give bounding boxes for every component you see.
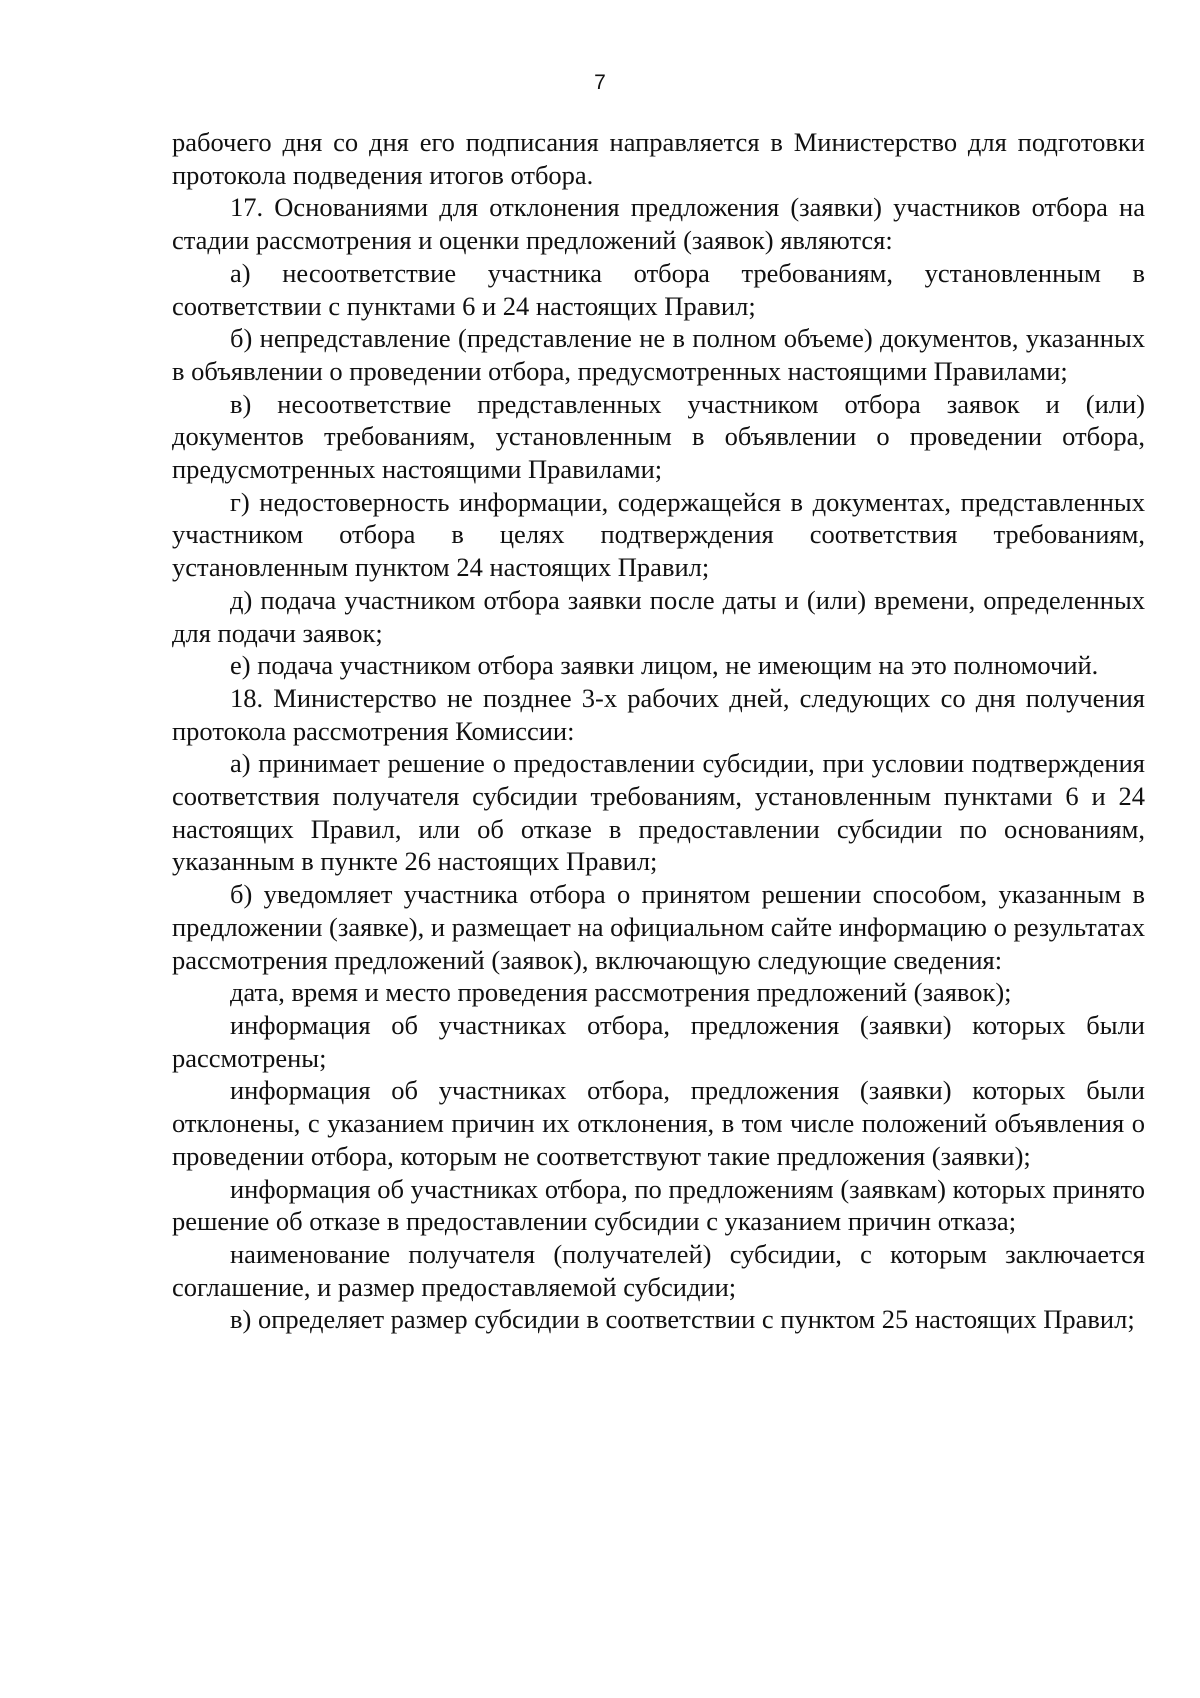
paragraph-18-b: б) уведомляет участника отбора о принятом решении способом, указанным в предложении (заявке), и размещает на официальном сайте информацию о результатах рассмотрения предложений (заявок), включающую следующие сведения:	[172, 879, 1145, 975]
paragraph-18-a: а) принимает решение о предоставлении субсидии, при условии подтверждения соответствия получателя субсидии требованиям, установленным пунктами 6 и 24 настоящих Правил, или об отказе в предоставлении субсидии по основаниям, указанным в пункте 26 настоящих Правил;	[172, 748, 1145, 877]
document-body	[172, 126, 1145, 1336]
paragraph-18-b-detail-1: дата, время и место проведения рассмотрения предложений (заявок);	[230, 977, 1012, 1008]
paragraph-17-d: д) подача участником отбора заявки после даты и (или) времени, определенных для подачи заявок;	[172, 584, 1145, 648]
paragraph-18-v: в) определяет размер субсидии в соответствии с пунктом 25 настоящих Правил;	[230, 1304, 1135, 1335]
paragraph-17-v: в) несоответствие представленных участником отбора заявок и (или) документов требованиям, установленным в объявлении о проведении отбора, предусмотренных настоящими Правилами;	[172, 388, 1145, 485]
paragraph-17-a: а) несоответствие участника отбора требованиям, установленным в соответствии с пунктами 6 и 24 настоящих Правил;	[172, 257, 1145, 321]
paragraph-18-b-detail-5: наименование получателя (получателей) субсидии, с которым заключается соглашение, и размер предоставляемой субсидии;	[172, 1238, 1145, 1302]
paragraph-17-b: б) непредставление (представление не в полном объеме) документов, указанных в объявлении о проведении отбора, предусмотренных настоящими Правилами;	[172, 323, 1145, 386]
page-number: 7	[594, 71, 606, 94]
paragraph-item-17: 17. Основаниями для отклонения предложения (заявки) участников отбора на стадии рассмотрения и оценки предложений (заявок) являются:	[172, 192, 1145, 256]
paragraph-item-18: 18. Министерство не позднее 3-х рабочих дней, следующих со дня получения протокола рассмотрения Комиссии:	[172, 682, 1145, 746]
paragraph-18-b-detail-4: информация об участниках отбора, по предложениям (заявкам) которых принято решение об отказе в предоставлении субсидии с указанием причин отказа;	[172, 1173, 1145, 1237]
paragraph-17-e: е) подача участником отбора заявки лицом, не имеющим на это полномочий.	[230, 650, 1099, 681]
paragraph-17-g: г) недостоверность информации, содержащейся в документах, представленных участником отбора в целях подтверждения соответствия требованиям, установленным пунктом 24 настоящих Правил;	[172, 486, 1145, 583]
paragraph-18-b-detail-3: информация об участниках отбора, предложения (заявки) которых были отклонены, с указанием причин их отклонения, в том числе положений объявления о проведении отбора, которым не соответствуют такие предложения (заявки);	[172, 1075, 1145, 1171]
paragraph-18-b-detail-2: информация об участниках отбора, предложения (заявки) которых были рассмотрены;	[172, 1009, 1145, 1073]
paragraph-continuation: рабочего дня со дня его подписания направляется в Министерство для подготовки протокола подведения итогов отбора.	[172, 127, 1145, 190]
